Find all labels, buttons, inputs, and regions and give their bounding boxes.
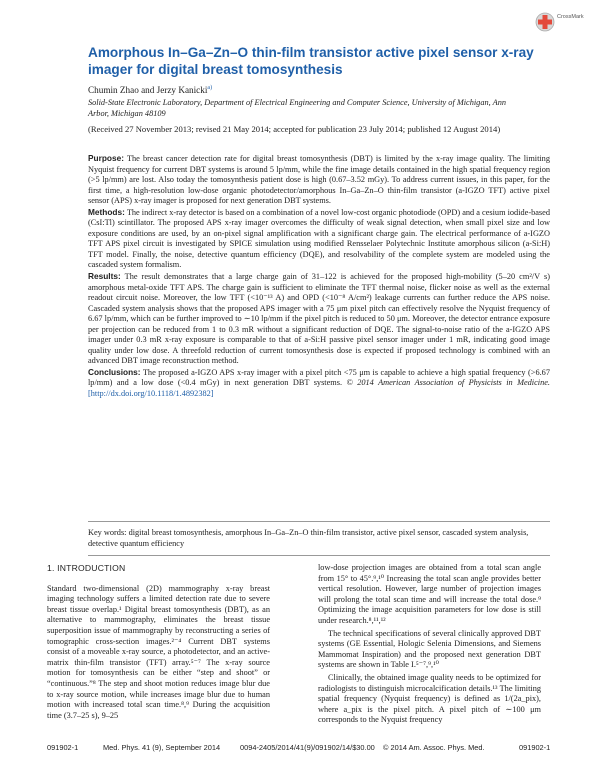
abstract-conclusions [88,367,550,400]
abstract-methods [88,207,550,271]
footer-issn: 0094-2405/2014/41(9)/091902/14/$30.00 [240,743,375,752]
abstract-results [88,271,550,367]
conclusions-label: Conclusions: [88,366,141,377]
author-names: Chumin Zhao and Jerzy Kanicki [88,85,208,96]
column-left [47,563,270,721]
results-label: Results: [88,271,121,282]
column-right [318,563,541,726]
divider-bottom [88,555,550,556]
intro-paragraph-2: low-dose projection images are obtained from a total scan angle from 15° to 45°.⁹,¹⁰ Increasing the total scan angle provides better vertical resolution. However, large number of projection images will prolong the total scan time and will increase the total dose.⁹ Optimizing the image acquisition parameters for low dose is still under research.⁸,¹¹,¹² [318,563,541,625]
purpose-label: Purpose: [88,153,124,163]
crossmark-label: CrossMark [557,14,584,20]
abstract [88,153,550,400]
methods-text: The indirect x-ray detector is based on a combination of a novel low-cost organic photodiode (OPD) and a cesium iodide-based (CsI:Tl) scintillator. The proposed APS x-ray imager overcomes the difficulty of weak signal detection, when small pixel size and low exposure conditions are used, by an on-pixel signal amplification with a significant charge gain. The electrical performance of a-IGZO TFT APS pixel circuit is investigated by SPICE simulation using modified Rensselaer Polytechnic Institute amorphous silicon (a-Si:H) TFT model. Finally, the noise, detective quantum efficiency (DQE), and resolvability of the complete system are modeled using the cascaded system formalism. [88,207,550,270]
intro-paragraph-1: Standard two-dimensional (2D) mammography x-ray breast imaging technology suffers a limited detection rate due to severe breast tissue overlap.¹ Digital breast tomosynthesis (DBT), as an alternative to mammography, eliminates the breast tissue superposition issue of mammography by reconstructing a series of tomographic cross-section images.²⁻⁴ Current DBT systems consist of a moveable x-ray source, a photodetector, and an active-matrix thin-film transistor (TFT) array.⁵⁻⁷ The x-ray source motion for tomosynthesis can be either “step and shoot” or “continuous.”⁸ The step and shoot motion reduces image blur due to x-ray source motion, while increases image blur due to human motion with increased total scan time.⁸,⁹ During the acquisition time (3.7–25 s), 9–25 [47,583,270,720]
article-title: Amorphous In–Ga–Zn–O thin-film transistor active pixel sensor x-ray imager for digital breast tomosynthesis [88,45,534,77]
footer-page-right: 091902-1 [519,743,551,752]
doi-link[interactable]: [http://dx.doi.org/10.1118/1.4892382] [88,389,214,399]
keywords [88,528,550,549]
purpose-text: The breast cancer detection rate for digital breast tomosynthesis (DBT) is limited by the x-ray image quality. The limiting Nyquist frequency for current DBT systems is around 5 lp/mm, while the fine image details contained in the high spatial frequency region (>5 lp/mm) are lost. Also today the tomosynthesis patient dose is high (0.67–3.52 mGy). To address current issues, in this paper, for the first time, a high-resolution low-dose organic photodetector/amorphous In–Ga–Zn–O thin-film transistor (a-IGZO TFT) active pixel sensor (APS) x-ray imager is proposed for next generation DBT systems. [88,154,550,206]
conclusions-text: The proposed a-IGZO APS x-ray imager with a pixel pitch <75 μm is capable to achieve a high spatial frequency (>6.67 lp/mm) and a low dose (<0.4 mGy) in next generation DBT systems. [88,367,550,388]
copyright-notice: © 2014 American Association of Physicists in Medicine. [346,378,551,388]
authors [88,85,212,95]
footer-journal: Med. Phys. 41 (9), September 2014 [103,743,221,752]
section-heading: 1. INTRODUCTION [47,563,126,573]
affiliation: Solid-State Electronic Laboratory, Department of Electrical Engineering and Computer Science, University of Michigan, Ann Arbor, Michigan 48109 [88,98,506,118]
intro-paragraph-4: Clinically, the obtained image quality needs to be optimized for radiologists to distinguish microcalcification details.¹³ The limiting spatial frequency (Nyquist frequency) is defined as 1/(2a_pix), where a_pix is the pixel pitch. A pixel pitch of ∼100 μm corresponds to the Nyquist frequency [318,672,541,725]
footer-page-left: 091902-1 [47,743,79,752]
intro-paragraph-3: The technical specifications of several clinically approved DBT systems (GE Essential, Hologic Selenia Dimensions, and Siemens Mammomat Inspiration) and the proposed next generation DBT systems are shown in Table I.⁵⁻⁷,⁹,¹⁰ [318,628,541,670]
divider-top [88,521,550,522]
methods-label: Methods: [88,206,125,217]
results-text: The result demonstrates that a large charge gain of 31–122 is achieved for the proposed high-mobility (5–20 cm²/V s) amorphous metal-oxide TFT APS. The charge gain is sufficient to eliminate the TFT thermal noise, flicker noise as well as the external readout circuit noise. Moreover, the low TFT (<10⁻¹³ A) and OPD (<10⁻⁸ A/cm²) leakage currents can further reduce the APS noise. Cascaded system analysis shows that the proposed APS imager with a 75 μm pixel pitch can effectively resolve the Nyquist frequency of 6.67 lp/mm, which can be further improved to ∼10 lp/mm if the pixel pitch is reduced to 50 μm. Moreover, the detector entrance exposure per projection can be reduced from 1 to 0.3 mR without a significant reduction of DQE. The signal-to-noise ratio of the a-IGZO APS imager under 0.3 mR x-ray exposure is comparable to that of a-Si:H passive pixel sensor imager under 1 mR, indicating good image quality under low dose. A threefold reduction of current tomosynthesis dose is expected if proposed technology is combined with an advanced DBT image reconstruction method. [88,272,550,366]
keywords-label: Key words: [88,528,127,537]
abstract-purpose [88,153,550,207]
author-note[interactable]: a) [207,85,213,91]
footer-copyright: © 2014 Am. Assoc. Phys. Med. [383,743,485,752]
keywords-text: digital breast tomosynthesis, amorphous In–Ga–Zn–O thin-film transistor, active pixel sensor, cascaded system analysis, detective quantum efficiency [88,528,529,548]
crossmark-logo[interactable] [535,11,591,37]
publication-dates: (Received 27 November 2013; revised 21 May 2014; accepted for publication 23 July 2014; published 12 August 2014) [88,124,501,134]
crossmark-icon [535,11,555,33]
